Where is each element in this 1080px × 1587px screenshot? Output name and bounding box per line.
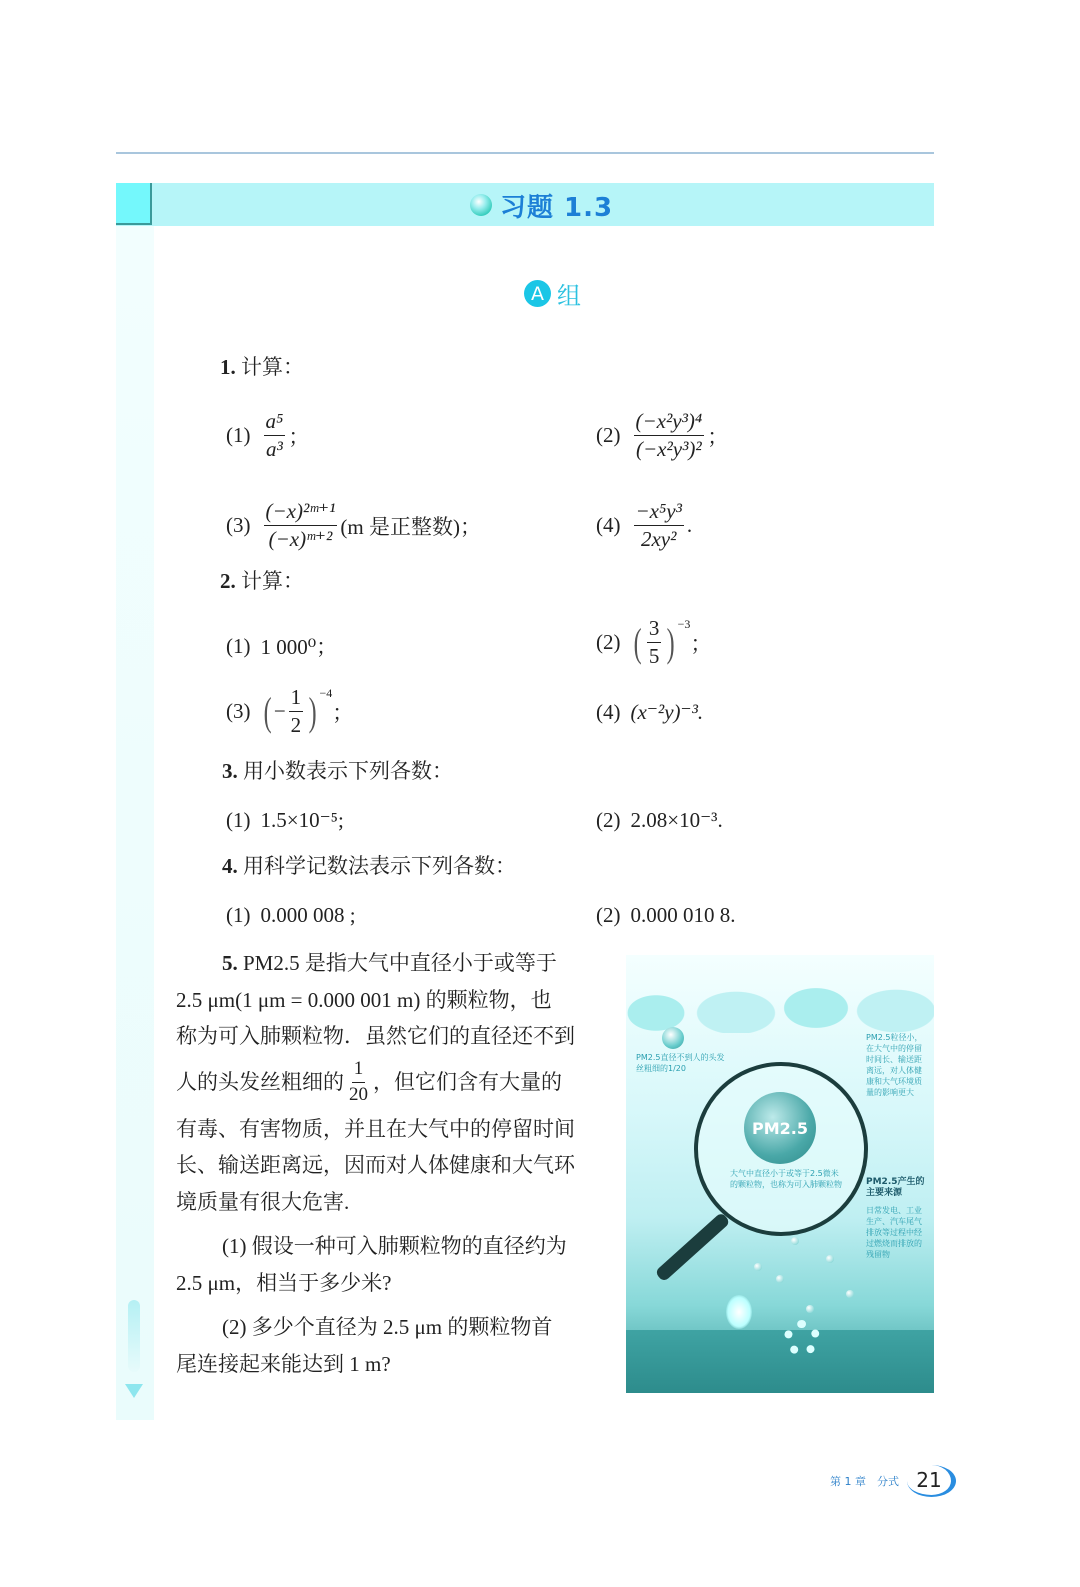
question-number: 1. — [220, 355, 236, 379]
denominator: 2 — [290, 713, 302, 738]
fraction — [264, 500, 338, 551]
q5-text: 人的头发丝粗细的 — [176, 1070, 344, 1095]
fraction — [634, 500, 684, 551]
question-number: 2. — [220, 569, 236, 593]
chapter-label: 第 1 章 分式 — [830, 1475, 899, 1488]
note-stay: PM2.5粒径小，在大气中的停留时间长、输送距离远，对人体健康和大气环境质量的影响更大 — [866, 1033, 923, 1097]
group-heading — [524, 276, 581, 311]
item-tail: . — [686, 513, 693, 538]
source-text: 日常发电、工业生产、汽车尾气排放等过程中经过燃烧而排放的残留物 — [866, 1206, 922, 1259]
denominator: 2xy² — [640, 527, 677, 552]
pm25-illustration — [626, 955, 934, 1393]
cloud-graphic — [626, 973, 934, 1033]
denominator: 20 — [349, 1084, 368, 1105]
question-4-title — [222, 856, 516, 877]
q3-item-2 — [596, 808, 723, 833]
page-footer — [830, 1465, 956, 1497]
denominator: (−x²y³)² — [636, 437, 702, 462]
item-tail: ； — [707, 424, 729, 449]
item-expression: 1.5×10⁻⁵; — [260, 808, 344, 832]
item-label: (2) — [596, 630, 621, 655]
q1-item-3 — [226, 500, 481, 551]
item-expression: (x⁻²y)⁻³. — [630, 700, 704, 724]
item-label: (1) — [226, 903, 251, 927]
fraction — [647, 617, 662, 668]
particle-dot — [806, 1305, 814, 1313]
q5-text: PM2.5 是指大气中直径小于或等于 — [243, 951, 557, 975]
ground-surface — [626, 1330, 934, 1393]
question-5-body — [176, 945, 604, 1382]
source-title: PM2.5产生的主要来源 — [866, 1177, 925, 1198]
item-label: (3) — [226, 699, 251, 724]
q3-item-1 — [226, 808, 344, 833]
item-label: (1) — [226, 633, 251, 658]
numerator: a⁵ — [264, 410, 286, 436]
item-expression: 1 000⁰； — [260, 635, 338, 659]
page-number: 21 — [907, 1465, 956, 1497]
question-text: 计算： — [241, 355, 304, 379]
magnifier-handle — [654, 1212, 730, 1283]
item-tail: ； — [690, 631, 712, 656]
q1-item-2 — [596, 410, 728, 461]
item-label: (3) — [226, 513, 251, 538]
item-label: (2) — [596, 808, 621, 832]
numerator: (−x²y³)⁴ — [634, 410, 705, 436]
q5-line: 有毒、有害物质，并且在大气中的停留时间 — [176, 1116, 575, 1141]
note-hair: PM2.5直径不到人的头发丝粗细的1/20 — [636, 1053, 725, 1073]
numerator: (−x)²ᵐ⁺¹ — [264, 500, 338, 526]
header-corner-block — [116, 183, 152, 225]
pm25-particle-icon: PM2.5 — [744, 1092, 816, 1164]
item-expression: 2.08×10⁻³. — [630, 808, 723, 832]
item-label: (4) — [596, 513, 621, 538]
q5-sub-question-1: (1) 假设一种可入肺颗粒物的直径约为 — [222, 1234, 567, 1258]
question-text: 用小数表示下列各数： — [243, 759, 453, 783]
q4-item-1 — [226, 903, 356, 928]
fraction — [289, 686, 304, 737]
denominator: 5 — [648, 644, 660, 669]
margin-scroll-indicator — [128, 1300, 140, 1372]
small-particle-icon — [662, 1027, 684, 1049]
question-text: 计算： — [241, 569, 304, 593]
q5-text: ，但它们含有大量的 — [373, 1070, 562, 1095]
q2-item-4 — [596, 700, 703, 725]
particle-dot — [776, 1275, 784, 1283]
q5-line: 称为可入肺颗粒物．虽然它们的直径还不到 — [176, 1024, 575, 1048]
item-expression: 0.000 010 8. — [630, 903, 736, 927]
item-label: (2) — [596, 423, 621, 448]
particle-dot — [791, 1237, 799, 1245]
item-label: (4) — [596, 700, 621, 724]
q5-line — [176, 945, 604, 982]
numerator: 1 — [289, 686, 304, 712]
left-paren: ( — [633, 619, 642, 665]
right-paren: ) — [666, 619, 675, 665]
particle-dot — [826, 1255, 834, 1263]
exponent: −4 — [319, 686, 333, 700]
fraction — [634, 410, 705, 461]
question-1-title — [220, 357, 304, 378]
q5-line: 境质量有很大危害. — [176, 1189, 350, 1214]
item-tail: ； — [332, 700, 354, 725]
q5-sub-question-2-cont: 尾连接起来能达到 1 m? — [176, 1351, 391, 1376]
light-bulb-icon — [726, 1295, 752, 1329]
item-expression: 0.000 008 ; — [260, 903, 356, 927]
particle-dot — [846, 1290, 854, 1298]
question-2-title — [220, 571, 304, 592]
item-label: (1) — [226, 423, 251, 448]
q2-item-2 — [596, 617, 711, 668]
fraction — [264, 410, 286, 461]
gear-icon — [784, 1320, 820, 1356]
q2-item-1 — [226, 631, 337, 661]
numerator: 1 — [352, 1059, 366, 1083]
q2-item-3 — [226, 686, 353, 737]
question-number: 3. — [222, 759, 238, 783]
left-margin-band — [116, 226, 154, 1420]
item-label: (1) — [226, 808, 251, 832]
sign: − — [273, 699, 286, 724]
denominator: a³ — [266, 437, 283, 462]
item-tail: ； — [288, 424, 310, 449]
fraction — [347, 1059, 370, 1106]
q5-sub-question-2: (2) 多少个直径为 2.5 μm 的颗粒物首 — [222, 1315, 553, 1339]
exponent: −3 — [677, 617, 691, 631]
q1-item-1 — [226, 410, 309, 461]
group-label: 组 — [557, 282, 581, 310]
particle-dot — [754, 1263, 762, 1271]
q1-item-4 — [596, 500, 692, 551]
item-label: (2) — [596, 903, 621, 927]
q5-line — [176, 1055, 604, 1111]
denominator: (−x)ᵐ⁺² — [268, 527, 333, 552]
down-arrow-icon — [125, 1384, 143, 1398]
q4-item-2 — [596, 903, 736, 928]
item-tail: (m 是正整数)； — [340, 514, 481, 539]
note-definition: 大气中直径小于或等于2.5微米的颗粒物，也称为可入肺颗粒物 — [730, 1169, 842, 1189]
question-3-title — [222, 761, 453, 782]
q5-line: 2.5 μm(1 μm = 0.000 001 m) 的颗粒物，也 — [176, 987, 552, 1012]
group-badge: A — [524, 280, 551, 307]
numerator: −x⁵y³ — [634, 500, 684, 526]
left-paren: ( — [263, 688, 272, 734]
question-number: 4. — [222, 854, 238, 878]
right-paren: ) — [308, 688, 317, 734]
exercise-title — [470, 188, 613, 222]
numerator: 3 — [647, 617, 662, 643]
q5-sub-question-1-cont: 2.5 μm，相当于多少米? — [176, 1270, 392, 1295]
top-rule — [116, 152, 934, 154]
sphere-icon — [470, 194, 492, 216]
question-number: 5. — [222, 951, 238, 975]
q5-line: 长、输送距离远，因而对人体健康和大气环 — [176, 1153, 575, 1177]
question-text: 用科学记数法表示下列各数： — [243, 854, 516, 878]
exercise-title-text: 习题 1.3 — [500, 192, 614, 223]
